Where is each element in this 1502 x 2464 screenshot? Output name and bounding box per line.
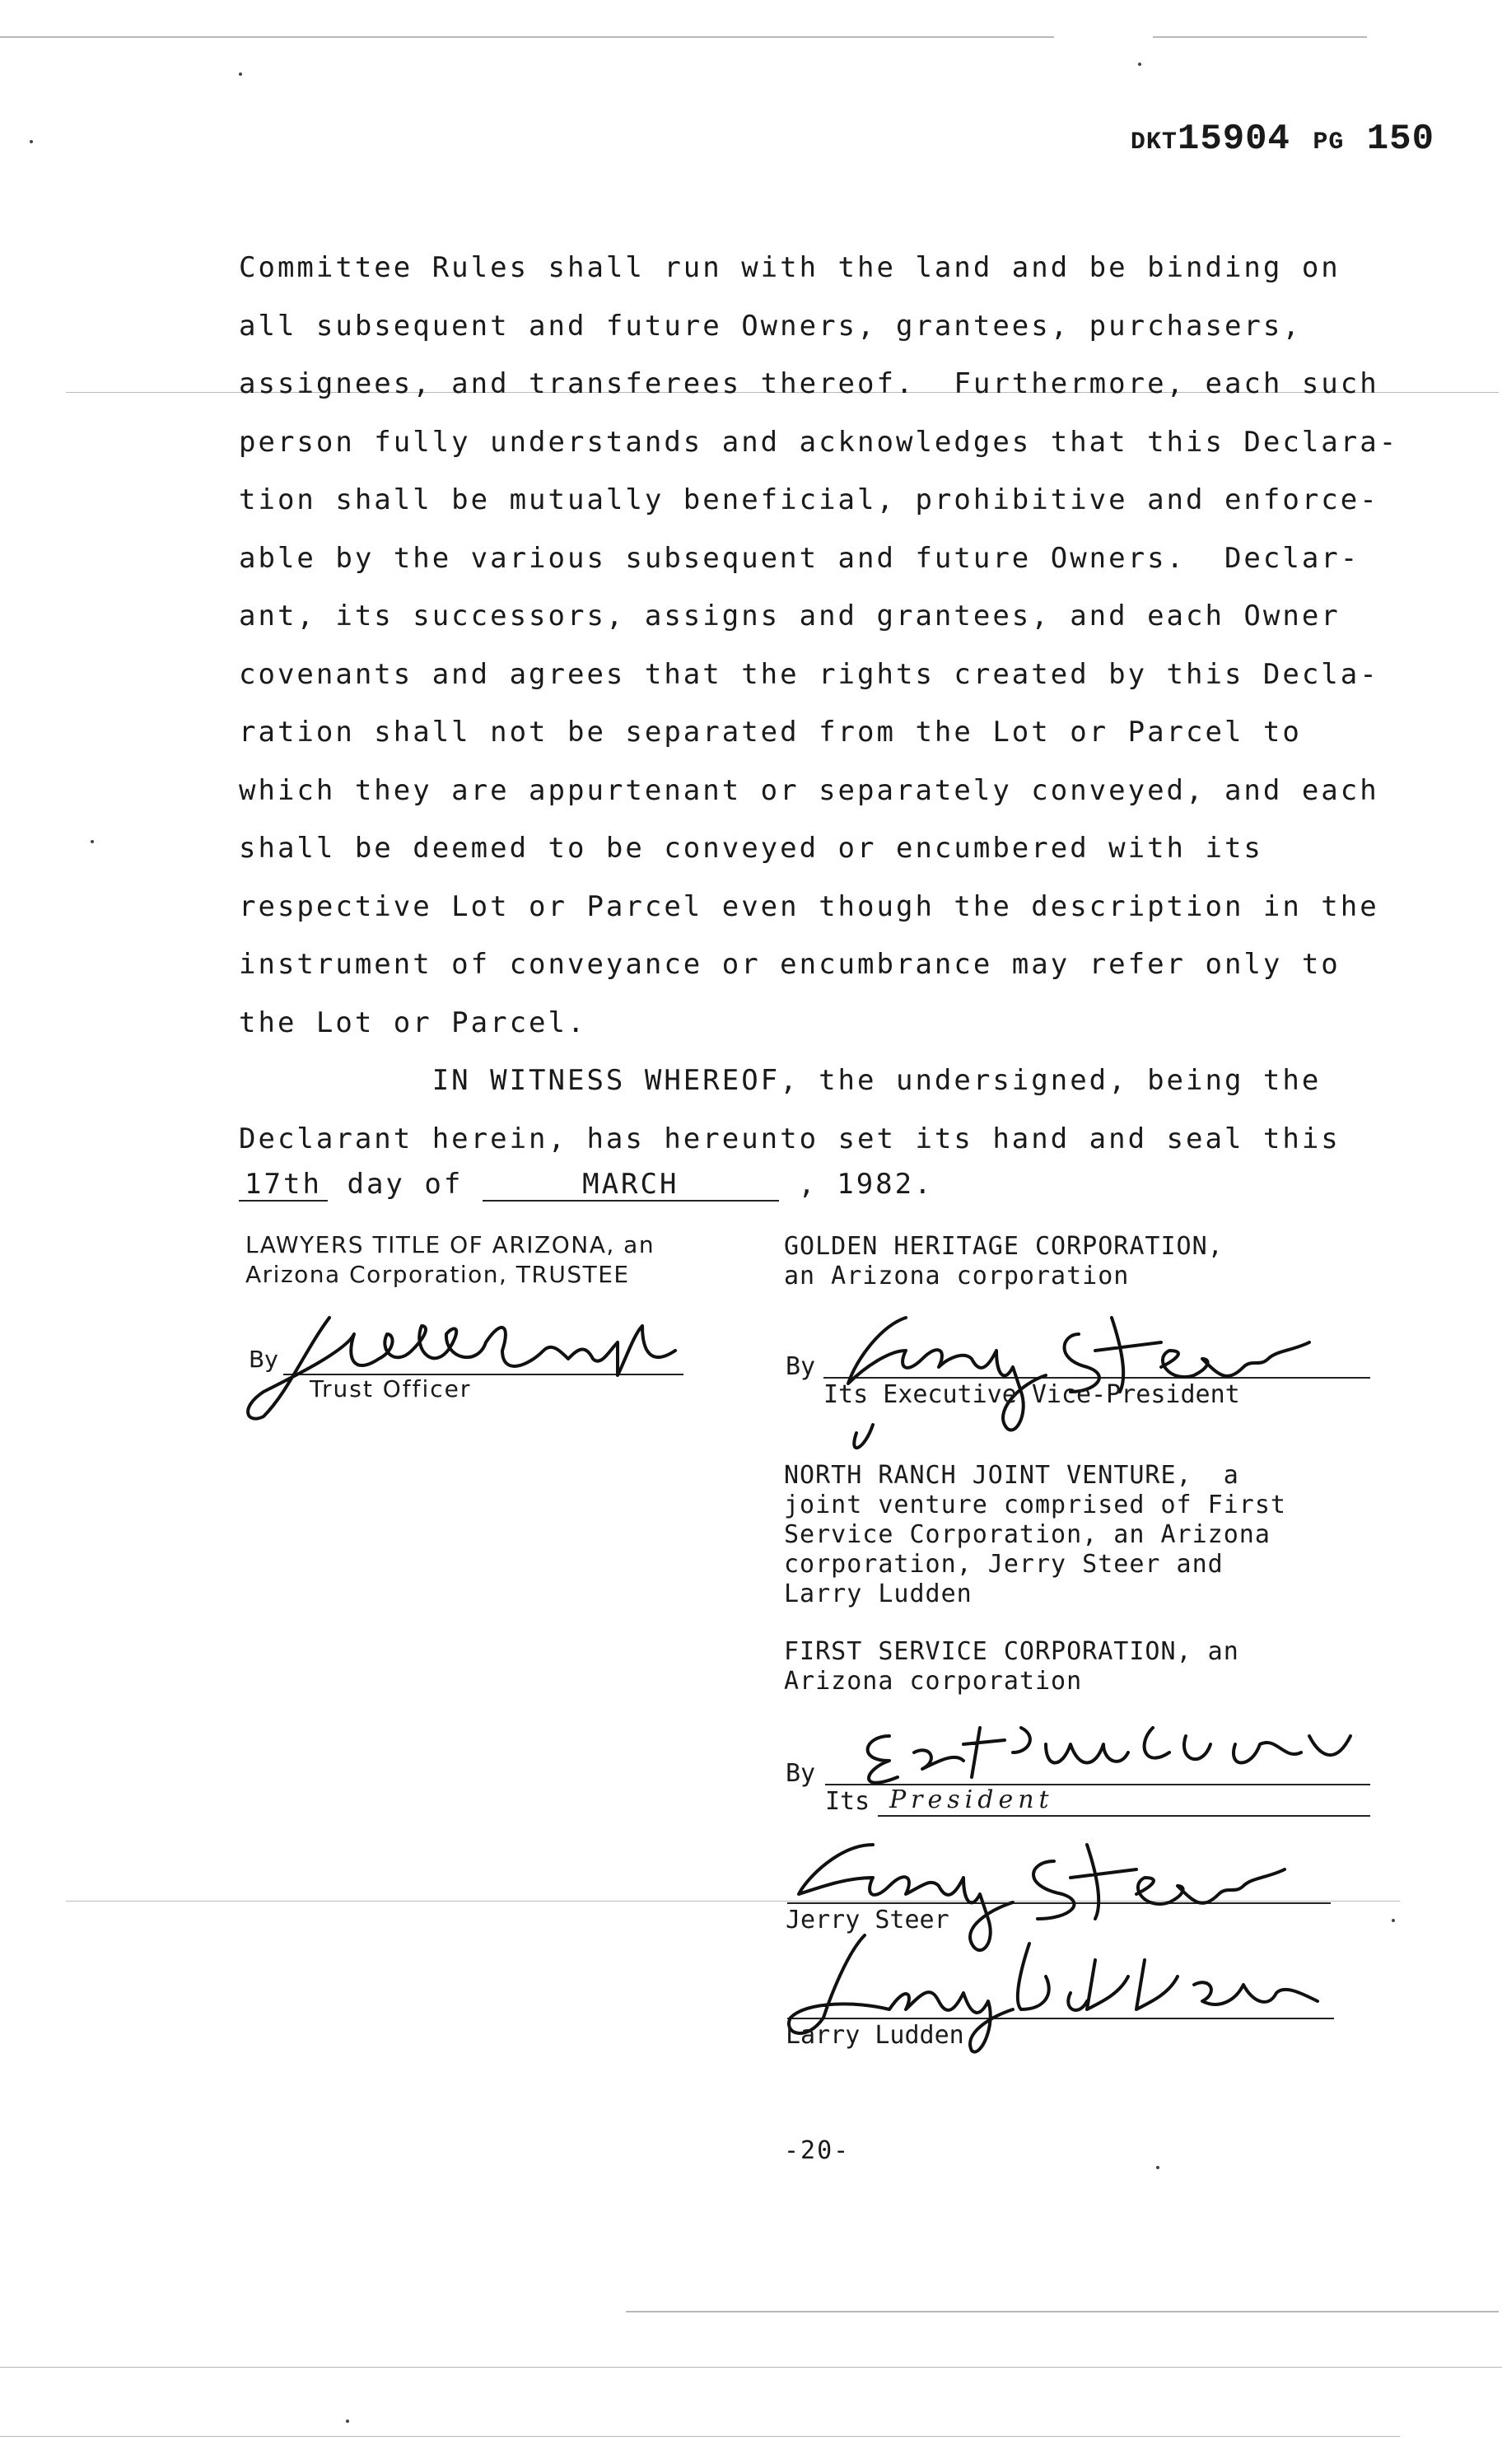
body-line: shall be deemed to be conveyed or encumbered with its <box>239 832 1263 865</box>
north-line4: corporation, Jerry Steer and <box>784 1550 1224 1579</box>
golden-by-label: By <box>786 1352 816 1381</box>
docket-reference <box>1131 119 1434 160</box>
jerry-steer-name: Jerry Steer <box>786 1906 949 1934</box>
body-line: ration shall not be separated from the Lot or Parcel to <box>239 716 1302 749</box>
body-line: ant, its successors, assigns and grantees, and each Owner <box>239 600 1341 632</box>
scan-artifact-bottom1 <box>626 2311 1499 2312</box>
body-line: which they are appurtenant or separately conveyed, and each <box>239 773 1379 807</box>
body-text <box>239 239 1399 1168</box>
page-label: PG <box>1313 128 1345 156</box>
speck <box>346 2420 349 2423</box>
scan-artifact-top <box>0 36 1054 38</box>
speck <box>91 840 94 843</box>
lawyers-by-label: By <box>249 1346 278 1373</box>
docket-prefix: DKT <box>1130 128 1178 156</box>
body-line: person fully understands and acknowledges that this Declara- <box>239 425 1399 459</box>
speck <box>239 72 242 76</box>
lawyers-line1: LAWYERS TITLE OF ARIZONA, an <box>245 1231 655 1258</box>
body-line: covenants and agrees that the rights created by this Decla- <box>239 657 1379 691</box>
first-service-signature <box>840 1720 1367 1794</box>
body-line: IN WITNESS WHEREOF, the undersigned, being the <box>239 1064 1322 1097</box>
speck <box>1138 63 1141 66</box>
lawyers-line2: Arizona Corporation, TRUSTEE <box>245 1261 630 1288</box>
body-line: instrument of conveyance or encumbrance may refer only to <box>239 948 1341 981</box>
first-line1: FIRST SERVICE CORPORATION, an <box>784 1637 1239 1666</box>
golden-heritage-block <box>784 1232 1224 1291</box>
date-day: 17th <box>239 1169 328 1202</box>
lawyers-signature <box>231 1301 692 1433</box>
date-day-of: day of <box>347 1168 464 1201</box>
docket-page: 150 <box>1366 119 1434 160</box>
speck <box>1392 1919 1395 1922</box>
body-line: all subsequent and future Owners, grantees, purchasers, <box>239 309 1302 343</box>
first-line2: Arizona corporation <box>784 1667 1083 1696</box>
body-line: able by the various subsequent and future Owners. Declar- <box>239 541 1360 575</box>
first-by-label: By <box>786 1759 816 1788</box>
body-line: assignees, and transferees thereof. Furthermore, each such <box>239 367 1379 400</box>
speck <box>30 140 33 143</box>
scan-artifact-top-right <box>1153 36 1367 38</box>
golden-signer-title: Its Executive Vice-President <box>823 1380 1240 1409</box>
north-line5: Larry Ludden <box>784 1580 973 1608</box>
date-month: MARCH <box>483 1169 779 1202</box>
first-service-block <box>784 1637 1239 1696</box>
body-line: the Lot or Parcel. <box>239 1006 587 1039</box>
page-number: -20- <box>784 2136 851 2165</box>
first-handwritten-title: President <box>889 1785 1054 1814</box>
body-line: Committee Rules shall run with the land and be binding on <box>239 251 1341 284</box>
north-line3: Service Corporation, an Arizona <box>784 1520 1271 1549</box>
north-line2: joint venture comprised of First <box>784 1491 1286 1519</box>
date-line <box>239 1168 934 1202</box>
golden-signature <box>815 1301 1326 1458</box>
scan-artifact-bottom2 <box>0 2367 1502 2368</box>
body-line: tion shall be mutually beneficial, prohibitive and enforce- <box>239 483 1379 516</box>
golden-line1: GOLDEN HERITAGE CORPORATION, <box>784 1232 1224 1261</box>
speck <box>1156 2166 1159 2169</box>
date-year: , 1982. <box>798 1168 934 1201</box>
first-its-label: Its <box>825 1787 870 1816</box>
docket-number: 15904 <box>1177 119 1290 160</box>
body-line: respective Lot or Parcel even though the description in the <box>239 889 1379 923</box>
lawyers-signer-title: Trust Officer <box>310 1375 472 1402</box>
scan-artifact-bottom3 <box>0 2436 1400 2437</box>
first-its-line <box>878 1815 1370 1817</box>
lawyers-title-block <box>245 1230 655 1290</box>
larry-ludden-name: Larry Ludden <box>786 2021 964 2050</box>
north-ranch-block <box>784 1461 1286 1609</box>
body-line: Declarant herein, has hereunto set its hand and seal this <box>239 1122 1341 1155</box>
golden-line2: an Arizona corporation <box>784 1262 1130 1290</box>
north-line1: NORTH RANCH JOINT VENTURE, a <box>784 1461 1239 1490</box>
